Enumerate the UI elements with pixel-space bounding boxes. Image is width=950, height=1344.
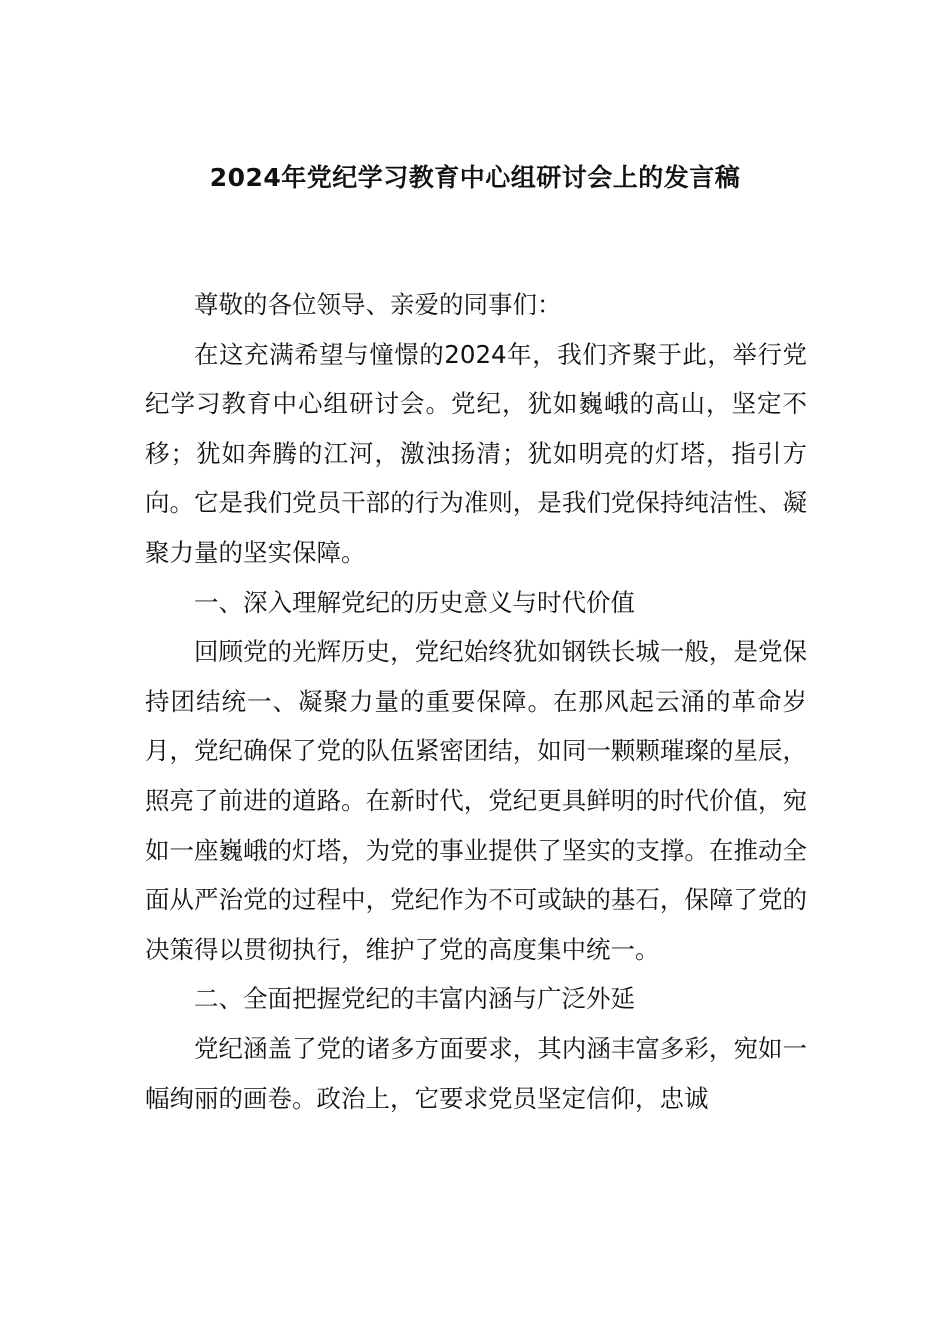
section-heading-1: 一、深入理解党纪的历史意义与时代价值 bbox=[194, 587, 635, 617]
section-2-paragraph: 党纪涵盖了党的诸多方面要求，其内涵丰富多彩，宛如一幅绚丽的画卷。政治上，它要求党员坚定信仰，忠诚 bbox=[145, 1033, 807, 1113]
document-body bbox=[145, 280, 807, 1123]
section-heading-2: 二、全面把握党纪的丰富内涵与广泛外延 bbox=[194, 984, 635, 1014]
document-title: 2024年党纪学习教育中心组研讨会上的发言稿 bbox=[209, 163, 741, 192]
intro-paragraph: 在这充满希望与憧憬的2024年，我们齐聚于此，举行党纪学习教育中心组研讨会。党纪，犹如巍峨的高山，坚定不移；犹如奔腾的江河，激浊扬清；犹如明亮的灯塔，指引方向。它是我们党员干部的行为准则，是我们党保持纯洁性、凝聚力量的坚实保障。 bbox=[145, 339, 807, 567]
greeting-paragraph: 尊敬的各位领导、亲爱的同事们： bbox=[194, 290, 562, 319]
section-1-paragraph: 回顾党的光辉历史，党纪始终犹如钢铁长城一般，是党保持团结统一、凝聚力量的重要保障。在那风起云涌的革命岁月，党纪确保了党的队伍紧密团结，如同一颗颗璀璨的星辰，照亮了前进的道路。在新时代，党纪更具鲜明的时代价值，宛如一座巍峨的灯塔，为党的事业提供了坚实的支撑。在推动全面从严治党的过程中，党纪作为不可或缺的基石，保障了党的决策得以贯彻执行，维护了党的高度集中统一。 bbox=[145, 637, 807, 964]
